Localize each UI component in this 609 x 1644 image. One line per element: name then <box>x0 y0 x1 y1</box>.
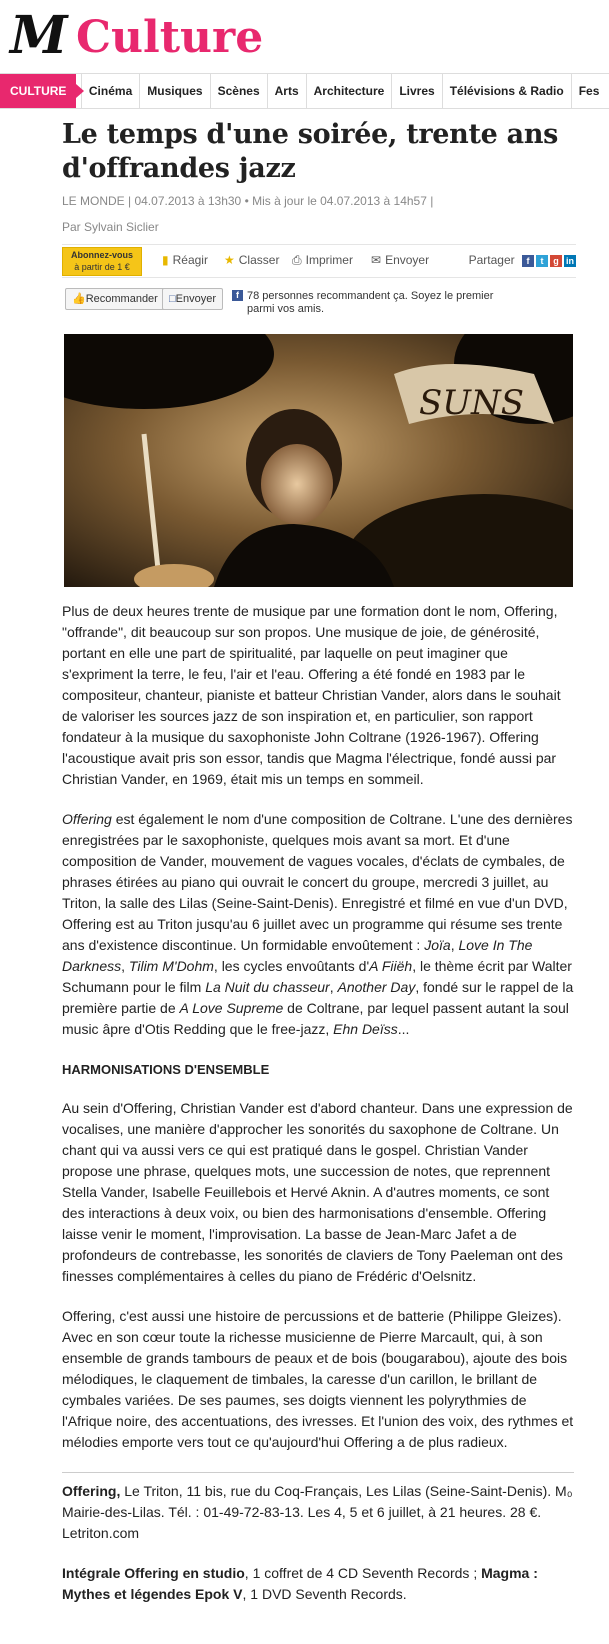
google-plus-icon[interactable]: g <box>550 255 562 267</box>
article-header <box>62 118 576 318</box>
p2-text: , les cycles envoûtants d' <box>213 958 370 974</box>
fb-send-label: Envoyer <box>175 293 217 305</box>
star-icon: ★ <box>224 253 235 267</box>
info-concert <box>62 1481 574 1544</box>
fb-recommend-label: Recommander <box>85 293 158 305</box>
italic-joia: Joïa <box>424 937 451 953</box>
article-author[interactable]: Par Sylvain Siclier <box>62 220 159 234</box>
classer-label: Classer <box>238 253 280 267</box>
share-label: Partager <box>468 253 515 267</box>
italic-love-supreme: A Love Supreme <box>179 1000 284 1016</box>
info-disc-text-2: , 1 DVD Seventh Records. <box>242 1586 407 1602</box>
fb-count-text: 78 personnes recommandent ça. Soyez le premier parmi vos amis. <box>247 290 494 315</box>
p2-text: de Coltrane, par lequel passent autant la soul music âpre d'Otis Redding que le free-jazz, <box>62 1000 569 1037</box>
subscribe-line2: à partir de 1 € <box>74 262 130 272</box>
nav-item-musiques[interactable]: Musiques <box>139 74 209 108</box>
italic-a-fiieh: A Fiiëh <box>369 958 413 974</box>
paragraph-3: Au sein d'Offering, Christian Vander est d'abord chanteur. Dans une expression de vocalises, une manière d'approcher les sonorités du saxophone de Coltrane. Un chant qui va aussi vers ce qui est pratiqué dans le gospel. Christian Vander propose une phrase, quelques mots, une succession de notes, que reprennent Stella Vander, Isabelle Feuillebois et Hervé Aknin. A d'autres moments, ce sont des interactions à deux voix, ou bien des harmonisations d'ensemble. Offering laisse venir le moment, l'improvisation. La basse de Jean-Marc Jafet a de profondeurs de contrebasse, les sonorités de claviers de Tony Paeleman ont des finesses complémentaires à celles du piano de Frédéric d'Oelsnitz. <box>62 1100 573 1284</box>
info-concert-text: Le Triton, 11 bis, rue du Coq-Français, Les Lilas (Seine-Saint-Denis). M₀ Mairie-des-Lilas. Tél. : 01-49-72-83-13. Les 4, 5 et 6 juillet, à 21 heures. 28 €. Letriton.com <box>62 1483 573 1541</box>
subscribe-button[interactable] <box>62 247 142 276</box>
p2-text: est également le nom d'une composition de Coltrane. L'une des dernières enregistrées par le saxophoniste, quelques mois avant sa mort. Et d'une composition de Vander, mouvement de vagues vocales, d'éclats de cymbales, de phrases étirées au piano qui ouvrait le concert du groupe, mercredi 3 juillet, au Triton, la salle des Lilas (Seine-Saint-Denis). Enregistré et filmé en vue d'un DVD, Offering est au Triton jusqu'au 6 juillet avec un programme qui résume ses trente ans d'existence discontinue. Un formidable envoûtement : <box>62 811 573 953</box>
twitter-icon[interactable]: t <box>536 255 548 267</box>
info-disc-title-1: Intégrale Offering en studio <box>62 1565 245 1581</box>
nav-item-scenes[interactable]: Scènes <box>210 74 267 108</box>
envelope-icon: ✉ <box>371 253 382 267</box>
facebook-icon-small: f <box>232 290 243 301</box>
italic-tilim: Tilim M'Dohm <box>128 958 214 974</box>
italic-love-darkness: Love In The Darkness <box>62 937 533 974</box>
share-bar <box>62 244 576 278</box>
send-label: Envoyer <box>385 253 430 267</box>
italic-another-day: Another Day <box>337 979 416 995</box>
nav-item-cinema[interactable]: Cinéma <box>81 74 139 108</box>
fb-recommend-button[interactable] <box>65 288 165 310</box>
send-button[interactable] <box>371 253 429 267</box>
info-concert-title: Offering, <box>62 1483 121 1499</box>
p2-sep: , <box>450 937 459 953</box>
paragraph-1: Plus de deux heures trente de musique par une formation dont le nom, Offering, "offrande", dit beaucoup sur son propos. Une musique de joie, de générosité, portant en elle une part de spiritualité, par laquelle on peut imaginer que s'expriment la terre, le feu, l'air et l'eau. Offering a été fondé en 1983 par le compositeur, chanteur, pianiste et batteur Christian Vander, alors dans le souhait de valoriser les sources jazz de son inspiration et, en particulier, son rapport fondateur à la musique du saxophoniste John Coltrane (1926-1967). Offering l'acoustique avait pris son essor, tandis que Magma l'électrique, fondé aussi par Christian Vander, en 1969, était mis un temps en sommeil. <box>62 603 561 787</box>
p2-ellipsis: ... <box>397 1021 410 1037</box>
site-header <box>0 0 609 72</box>
p2-sep: , <box>121 958 129 974</box>
speech-icon: □ <box>169 293 176 305</box>
share-social <box>469 253 576 267</box>
p2-sep: , <box>329 979 338 995</box>
paragraph-4: Offering, c'est aussi une histoire de percussions et de batterie (Philippe Gleizes). Avec en son cœur toute la richesse musicienne de Pierre Marcault, qui, à son ensemble de grands tambours de peaux et de bois (bougarabou), ajoute des bois mélodiques, le claquement de timbales, la caresse d'un carillon, le brillant de cymbales variées. De ses paumes, ses doigts viennent les polyrythmies de l'Afrique noire, des accentuations, des ivresses. Et l'union des voix, des rythmes et mélodies emporte vers tout ce qu'aujourd'hui Offering a de plus radieux. <box>62 1308 574 1450</box>
classer-button[interactable] <box>224 253 279 267</box>
article-body <box>62 601 574 1624</box>
printer-icon: ⎙ <box>292 253 302 267</box>
p2-text: , fondé sur le rappel de la première partie de <box>62 979 574 1016</box>
italic-nuit-chasseur: La Nuit du chasseur <box>205 979 330 995</box>
fb-send-button[interactable] <box>162 288 223 310</box>
linkedin-icon[interactable]: in <box>566 255 574 266</box>
article-meta: LE MONDE | 04.07.2013 à 13h30 • Mis à jour le 04.07.2013 à 14h57 | <box>62 194 434 208</box>
info-discs <box>62 1563 574 1605</box>
nav-item-festivals[interactable]: Fes <box>571 74 607 108</box>
print-button[interactable] <box>292 253 353 268</box>
comment-icon: ▮ <box>162 253 169 267</box>
print-label: Imprimer <box>305 253 353 267</box>
facebook-icon[interactable]: f <box>522 255 534 267</box>
info-disc-title-2: Magma : Mythes et légendes Epok V <box>62 1565 538 1602</box>
nav-item-television-radio[interactable]: Télévisions & Radio <box>442 74 571 108</box>
le-monde-logo[interactable]: M <box>10 5 68 66</box>
thumbs-up-icon: 👍 <box>72 293 86 305</box>
p2-text: , le thème écrit par Walter Schumann pour le film <box>62 958 572 995</box>
section-nav <box>0 73 609 109</box>
article-photo <box>64 334 573 587</box>
italic-ehn-deiss: Ehn Deïss <box>333 1021 398 1037</box>
photo-drummer <box>64 334 573 587</box>
react-label: Réagir <box>172 253 208 267</box>
article-title: Le temps d'une soirée, trente ans d'offrandes jazz <box>62 119 559 184</box>
photo-sign-text: SUNS <box>419 383 524 423</box>
info-box <box>62 1472 574 1605</box>
nav-item-architecture[interactable]: Architecture <box>306 74 392 108</box>
subscribe-line1: Abonnez-vous <box>71 250 133 260</box>
italic-offering: Offering <box>62 811 112 827</box>
paragraph-2 <box>62 809 574 1040</box>
section-title[interactable]: Culture <box>76 12 264 63</box>
nav-item-livres[interactable]: Livres <box>391 74 441 108</box>
facebook-widget <box>62 288 576 318</box>
nav-item-culture[interactable]: CULTURE <box>0 74 76 108</box>
info-disc-text-1: , 1 coffret de 4 CD Seventh Records ; <box>244 1565 482 1581</box>
react-button[interactable] <box>162 253 208 267</box>
nav-item-arts[interactable]: Arts <box>267 74 306 108</box>
subheading: HARMONISATIONS D'ENSEMBLE <box>62 1062 270 1077</box>
